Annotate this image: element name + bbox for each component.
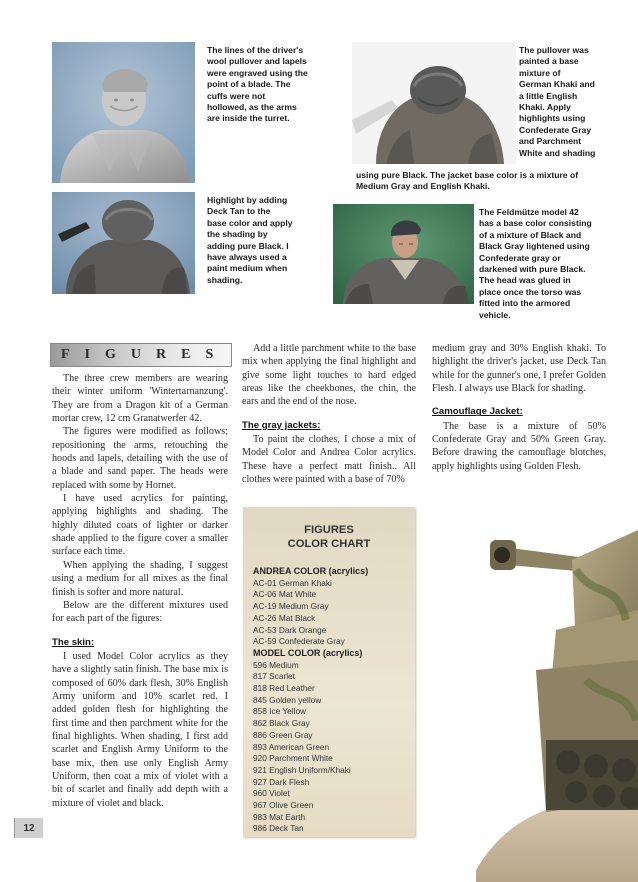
- photo-feldmutze-figure: [333, 204, 474, 304]
- photo-tank: [476, 500, 638, 882]
- color-chart-box: [243, 507, 415, 837]
- caption-highlight: Highlight by adding Deck Tan to the base color and apply the shading by adding pure Black. I have always used a paint medium when shading.: [207, 195, 293, 285]
- color-item: 920 Parchment White: [253, 753, 333, 764]
- color-item: 967 Olive Green: [253, 800, 314, 811]
- andrea-color-header: ANDREA COLOR (acrylics): [253, 566, 369, 576]
- photo-pullover-figure: [352, 42, 516, 164]
- color-chart-title: [243, 523, 415, 551]
- color-item: AC-53 Dark Orange: [253, 624, 327, 635]
- body-column-1: [52, 372, 228, 810]
- paragraph: Below are the different mixtures used for each part of the figures:: [52, 599, 228, 625]
- caption-feldmutze: The Feldmütze model 42 has a base color consisting of a mixture of Black and Black Gray lightened using Confederate gray or darkened with pure Black. The head was glued in place once the torso was fitted into the armored vehicle.: [479, 207, 592, 320]
- model-color-header: MODEL COLOR (acrylics): [253, 647, 363, 658]
- section-heading-text: FIGURES: [61, 347, 229, 362]
- color-item: 886 Green Gray: [253, 729, 313, 740]
- color-item: AC-59 Confederate Gray: [253, 636, 345, 647]
- color-item: 893 American Green: [253, 741, 330, 752]
- color-item: 921 English Uniform/Khaki: [253, 764, 351, 775]
- body-column-3: [432, 342, 606, 473]
- color-item: 858 Ice Yellow: [253, 706, 307, 717]
- section-heading-figures: [50, 343, 232, 367]
- paragraph: Add a little parchment white to the base mix when applying the final highlight and give some light touches to hard edged areas like the cheekbones, the chin, the ears and the end of the nose.: [242, 343, 416, 408]
- color-item: 960 Violet: [253, 788, 290, 799]
- photo-gray-jacket-figure: [52, 192, 195, 294]
- paragraph: medium gray and 30% English khaki. To highlight the driver's jacket, use Deck Tan while for the gunner's one, I prefer Golden Flesh. I always use Black for shading.: [432, 343, 606, 395]
- color-item: AC-06 Mat White: [253, 589, 317, 600]
- paragraph: The base is a mixture of 50% Confederate Gray and 50% Green Gray. Before drawing the camouflage blotches, apply highlights using Golden Flesh.: [432, 420, 606, 472]
- subheading-gray-jackets: The gray jackets:: [242, 419, 321, 431]
- color-item: 596 Medium: [253, 659, 299, 670]
- color-item: 986 Deck Tan: [253, 823, 304, 834]
- paragraph: To paint the clothes, I chose a mix of Model Color and Andrea Color acrylics. These have a perfect matt finish.. All clothes were painted with a base of 70%: [242, 434, 416, 486]
- subheading-skin: The skin:: [52, 636, 95, 648]
- color-item: AC-19 Medium Gray: [253, 601, 329, 612]
- color-chart-list: [253, 566, 413, 835]
- photo-driver-figure: [52, 42, 195, 183]
- subheading-camouflage: Camouflage Jacket:: [432, 406, 523, 418]
- color-item: AC-26 Mat Black: [253, 612, 316, 623]
- color-item: AC-01 German Khaki: [253, 577, 332, 588]
- color-item: 845 Golden yellow: [253, 694, 322, 705]
- color-item: 817 Scarlet: [253, 671, 295, 682]
- color-chart-title-line2: COLOR CHART: [287, 538, 371, 550]
- page-number: 12: [14, 818, 43, 838]
- color-item: 983 Mat Earth: [253, 811, 306, 822]
- body-column-2: [242, 342, 416, 486]
- paragraph: I used Model Color acrylics as they have a slightly satin finish. The base mix is composed of 60% dark flesh, 30% English Army uniform and 10% scarlet red. I added golden flesh for highlighting the first time and then parchment white for the final highlights. When shading, I first add scarlet and English Army Uniform to the base mix, then use only English Army Uniform, then coat a mix of violet with a bit of scarlet and finally add depth with a mixture of violet and black.: [52, 650, 228, 809]
- color-chart-title-line1: FIGURES: [304, 524, 354, 536]
- paragraph: When applying the shading, I suggest using a medium for all mixes as the final finish is softer and more natural.: [52, 559, 228, 598]
- caption-pullover-tail: using pure Black. The jacket base color is a mixture of Medium Gray and English Khaki.: [356, 170, 579, 192]
- color-item: 927 Dark Flesh: [253, 776, 310, 787]
- caption-pullover: The pullover was painted a base mixture of German Khaki and a little English Khaki. Apply highlights using Confederate Gray and Parchment White and shading: [519, 45, 596, 158]
- color-item: 818 Red Leather: [253, 683, 315, 694]
- paragraph: I have used acrylics for painting, applying highlights and shading. The highly diluted coats of lighter or darker shade applied to the figure cover a smaller surface each time.: [52, 493, 228, 558]
- color-item: 862 Black Gray: [253, 718, 310, 729]
- caption-engraved-lines: The lines of the driver's wool pullover and lapels were engraved using the point of a blade. The cuffs were not hollowed, as the arms are inside the turret.: [207, 45, 308, 124]
- paragraph: The three crew members are wearing their winter uniform 'Wintertarnanzung'. They are from a Dragon kit of a German mortar crew, 12 cm Granatwerfer 42.: [52, 373, 228, 425]
- paragraph: The figures were modified as follows; repositioning the arms, retouching the hoods and lapels, detailing with the use of a blade and sand paper. The heads were replaced with some by Hornet.: [52, 426, 228, 491]
